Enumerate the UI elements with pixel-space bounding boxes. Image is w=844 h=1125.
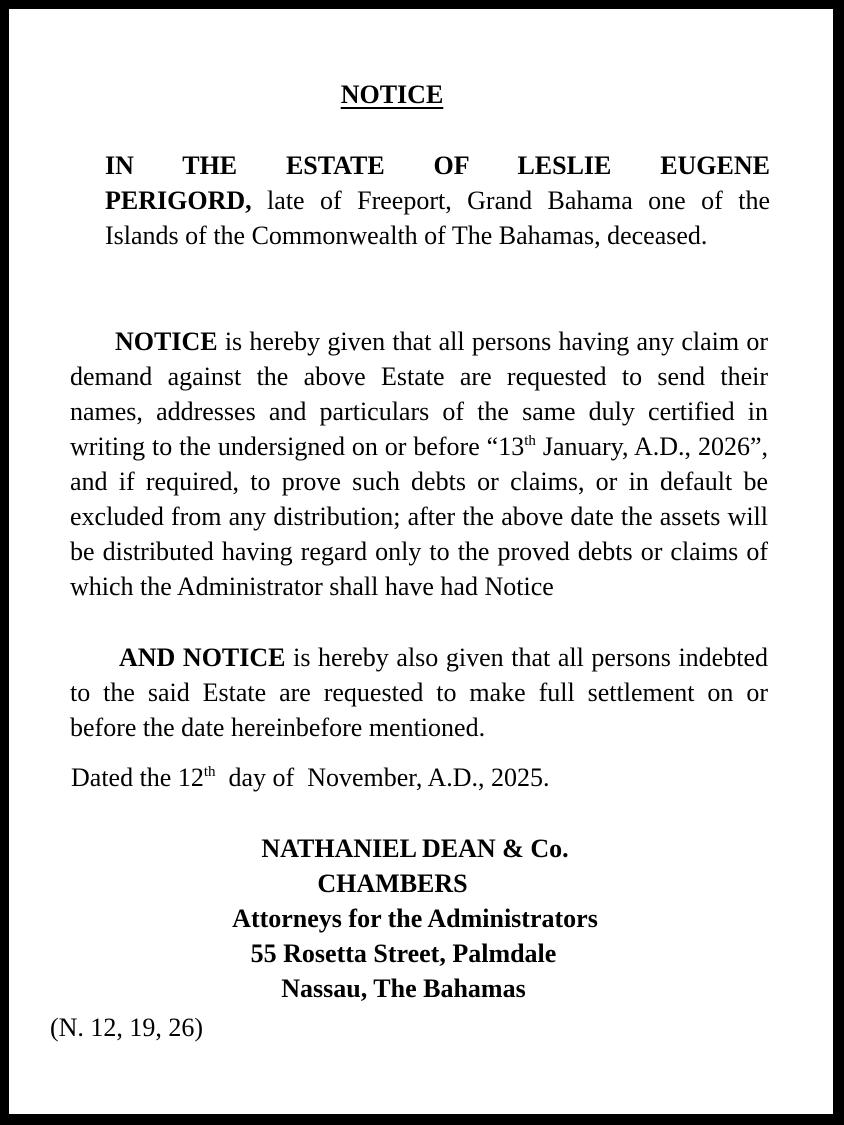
- claims-lead: NOTICE: [115, 327, 218, 356]
- signature-block: [200, 831, 630, 1006]
- publication-reference: (N. 12, 19, 26): [50, 1013, 204, 1042]
- dated-line: Dated the 12th day of November, A.D., 2025.: [71, 763, 550, 792]
- notice-title: NOTICE: [340, 80, 444, 109]
- estate-heading: IN THE ESTATE OF LESLIE EUGENE PERIGORD,: [105, 151, 770, 215]
- firm-street: 55 Rosetta Street, Palmdale: [250, 939, 557, 968]
- firm-role: Attorneys for the Administrators: [232, 904, 598, 933]
- settlement-text: is hereby also given that all persons indebted to the said Estate are requested to make full settlement on or before the date hereinbefore mentioned.: [70, 643, 768, 742]
- firm-name: NATHANIEL DEAN & Co.: [261, 834, 569, 863]
- claims-text-a: is hereby given that all persons having any claim or demand against the above Estate are requested to send their names, addresses and particulars of the same duly certified in writing to the undersigned on or before “13: [70, 327, 768, 461]
- claims-text-b: January, A.D., 2026”, and if required, to prove such debts or claims, or in default be excluded from any distribution; after the above date the assets will be distributed having regard only to the proved debts or claims of which the Administrator shall have had Notice: [70, 432, 768, 601]
- dated-ordinal: th: [203, 764, 216, 780]
- claims-paragraph: [70, 324, 768, 604]
- firm-city: Nassau, The Bahamas: [281, 974, 526, 1003]
- claims-ordinal: th: [524, 433, 536, 449]
- settlement-paragraph: [70, 640, 768, 745]
- firm-chambers: CHAMBERS: [317, 869, 468, 898]
- estate-paragraph: [105, 148, 770, 253]
- settlement-lead: AND NOTICE: [119, 643, 286, 672]
- estate-text: late of Freeport, Grand Bahama one of the Islands of the Commonwealth of The Bahamas, deceased.: [105, 186, 770, 250]
